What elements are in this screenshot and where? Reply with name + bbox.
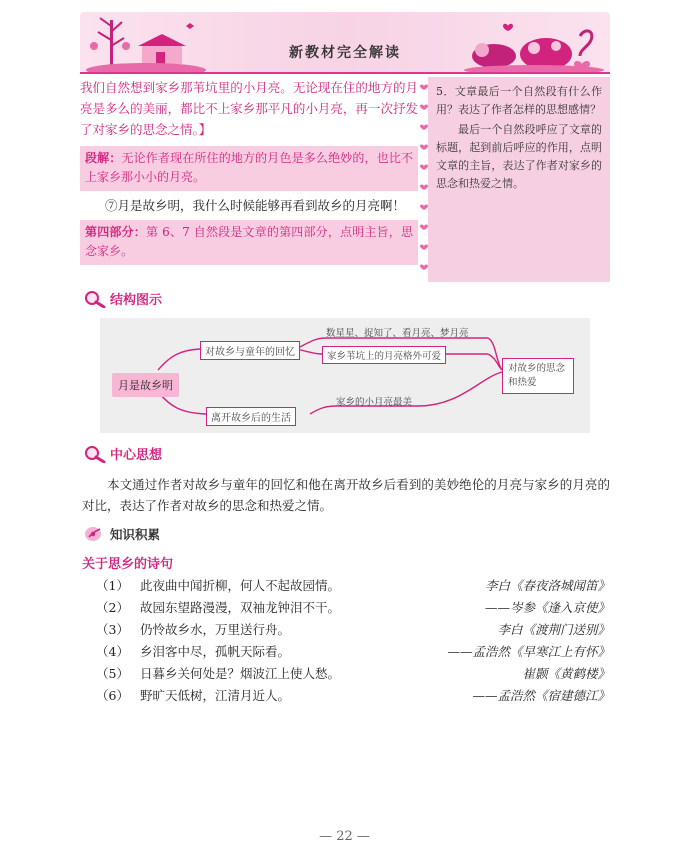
commentary-text: 我们自然想到家乡那苇坑里的小月亮。无论现在住的地方的月亮是多么的美丽，都比不上家乡那平凡的小月亮，再一次抒发了对家乡的思念之情。】	[80, 80, 418, 137]
poem-number: （6）	[96, 688, 129, 703]
magnifier-icon	[84, 290, 106, 308]
poem-source: 李白《渡荆门送别》	[497, 622, 610, 637]
poem-number: （4）	[96, 644, 129, 659]
header-divider	[80, 72, 610, 74]
poem-line: 野旷天低树，江清月近人。	[140, 688, 291, 703]
hearts-divider	[420, 80, 428, 280]
question-answer-box	[428, 77, 610, 282]
poem-line: 故园东望路漫漫，双袖龙钟泪不干。	[140, 600, 341, 615]
poem-number: （2）	[96, 600, 129, 615]
magnifier-icon	[84, 445, 106, 463]
diagram-root: 月是故乡明	[112, 373, 179, 397]
header-title: 新教材完全解读	[289, 45, 401, 61]
paragraph-7: ⑦月是故乡明，我什么时候能够再看到故乡的月亮啊！	[105, 198, 406, 213]
poem-item	[96, 595, 610, 617]
page-header	[80, 12, 610, 74]
poem-line: 仍怜故乡水，万里送行舟。	[140, 622, 291, 637]
structure-heading	[84, 289, 162, 308]
poem-source: 李白《春夜洛城闻笛》	[484, 578, 610, 593]
poem-line: 乡泪客中尽，孤帆天际看。	[140, 644, 291, 659]
poem-source: ——孟浩然《宿建德江》	[472, 688, 610, 703]
part4-box	[80, 220, 418, 265]
poem-item	[96, 683, 610, 705]
diagram-branch-bottom: 离开故乡后的生活	[206, 407, 296, 426]
knowledge-heading-text: 知识积累	[110, 527, 161, 542]
diagram-bottom-sub: 家乡的小月亮最美	[336, 397, 413, 408]
structure-diagram	[100, 318, 590, 433]
left-column	[80, 77, 418, 265]
poem-item	[96, 573, 610, 595]
part4-label: 第四部分：	[85, 225, 146, 239]
poem-number: （3）	[96, 622, 129, 637]
knowledge-heading	[84, 525, 160, 543]
poem-item	[96, 617, 610, 639]
part4-text: 第 6、7 自然段是文章的第四部分，点明主旨，思念家乡。	[85, 225, 413, 258]
center-heading-text: 中心思想	[110, 448, 163, 463]
poem-source: ——岑参《逢入京使》	[484, 600, 610, 615]
paragraph-summary-box	[80, 146, 418, 191]
poem-list	[96, 573, 610, 705]
page-number: — 22 —	[319, 829, 370, 844]
paragraph-summary-text: 无论作者现在所住的地方的月色是多么绝妙的，也比不上家乡那小小的月亮。	[85, 151, 413, 184]
diagram-top-sub2: 家乡苇坑上的月亮格外可爱	[322, 346, 446, 364]
structure-heading-text: 结构图示	[110, 293, 163, 308]
poem-line: 日暮乡关何处是？烟波江上使人愁。	[140, 666, 341, 681]
answer-5: 最后一个自然段呼应了文章的标题，起到前后呼应的作用，点明文章的主旨，表达了作者对家乡的思念和热爱之情。	[436, 123, 602, 190]
center-idea-text: 本文通过作者对故乡与童年的回忆和他在离开故乡后看到的美妙绝伦的月亮与家乡的月亮的对比，表达了作者对故乡的思念和热爱之情。	[82, 477, 610, 513]
poem-number: （1）	[96, 578, 129, 593]
poem-item	[96, 661, 610, 683]
poem-source: ——孟浩然《早寒江上有怀》	[447, 644, 610, 659]
leaf-icon	[84, 525, 104, 543]
poem-line: 此夜曲中闻折柳，何人不起故园情。	[140, 578, 341, 593]
center-heading	[84, 444, 162, 463]
diagram-top-sub1: 数星星、捉知了、看月亮、梦月亮	[326, 328, 469, 339]
poem-item	[96, 639, 610, 661]
poem-number: （5）	[96, 666, 129, 681]
question-5: 5．文章最后一个自然段有什么作用？表达了作者怎样的思想感情？	[436, 85, 602, 116]
paragraph-summary-label: 段解：	[85, 151, 122, 165]
poems-subheading: 关于思乡的诗句	[82, 557, 174, 572]
diagram-conclusion: 对故乡的思念和热爱	[502, 358, 574, 394]
poem-source: 崔颢《黄鹤楼》	[522, 666, 610, 681]
diagram-branch-top: 对故乡与童年的回忆	[200, 341, 300, 360]
